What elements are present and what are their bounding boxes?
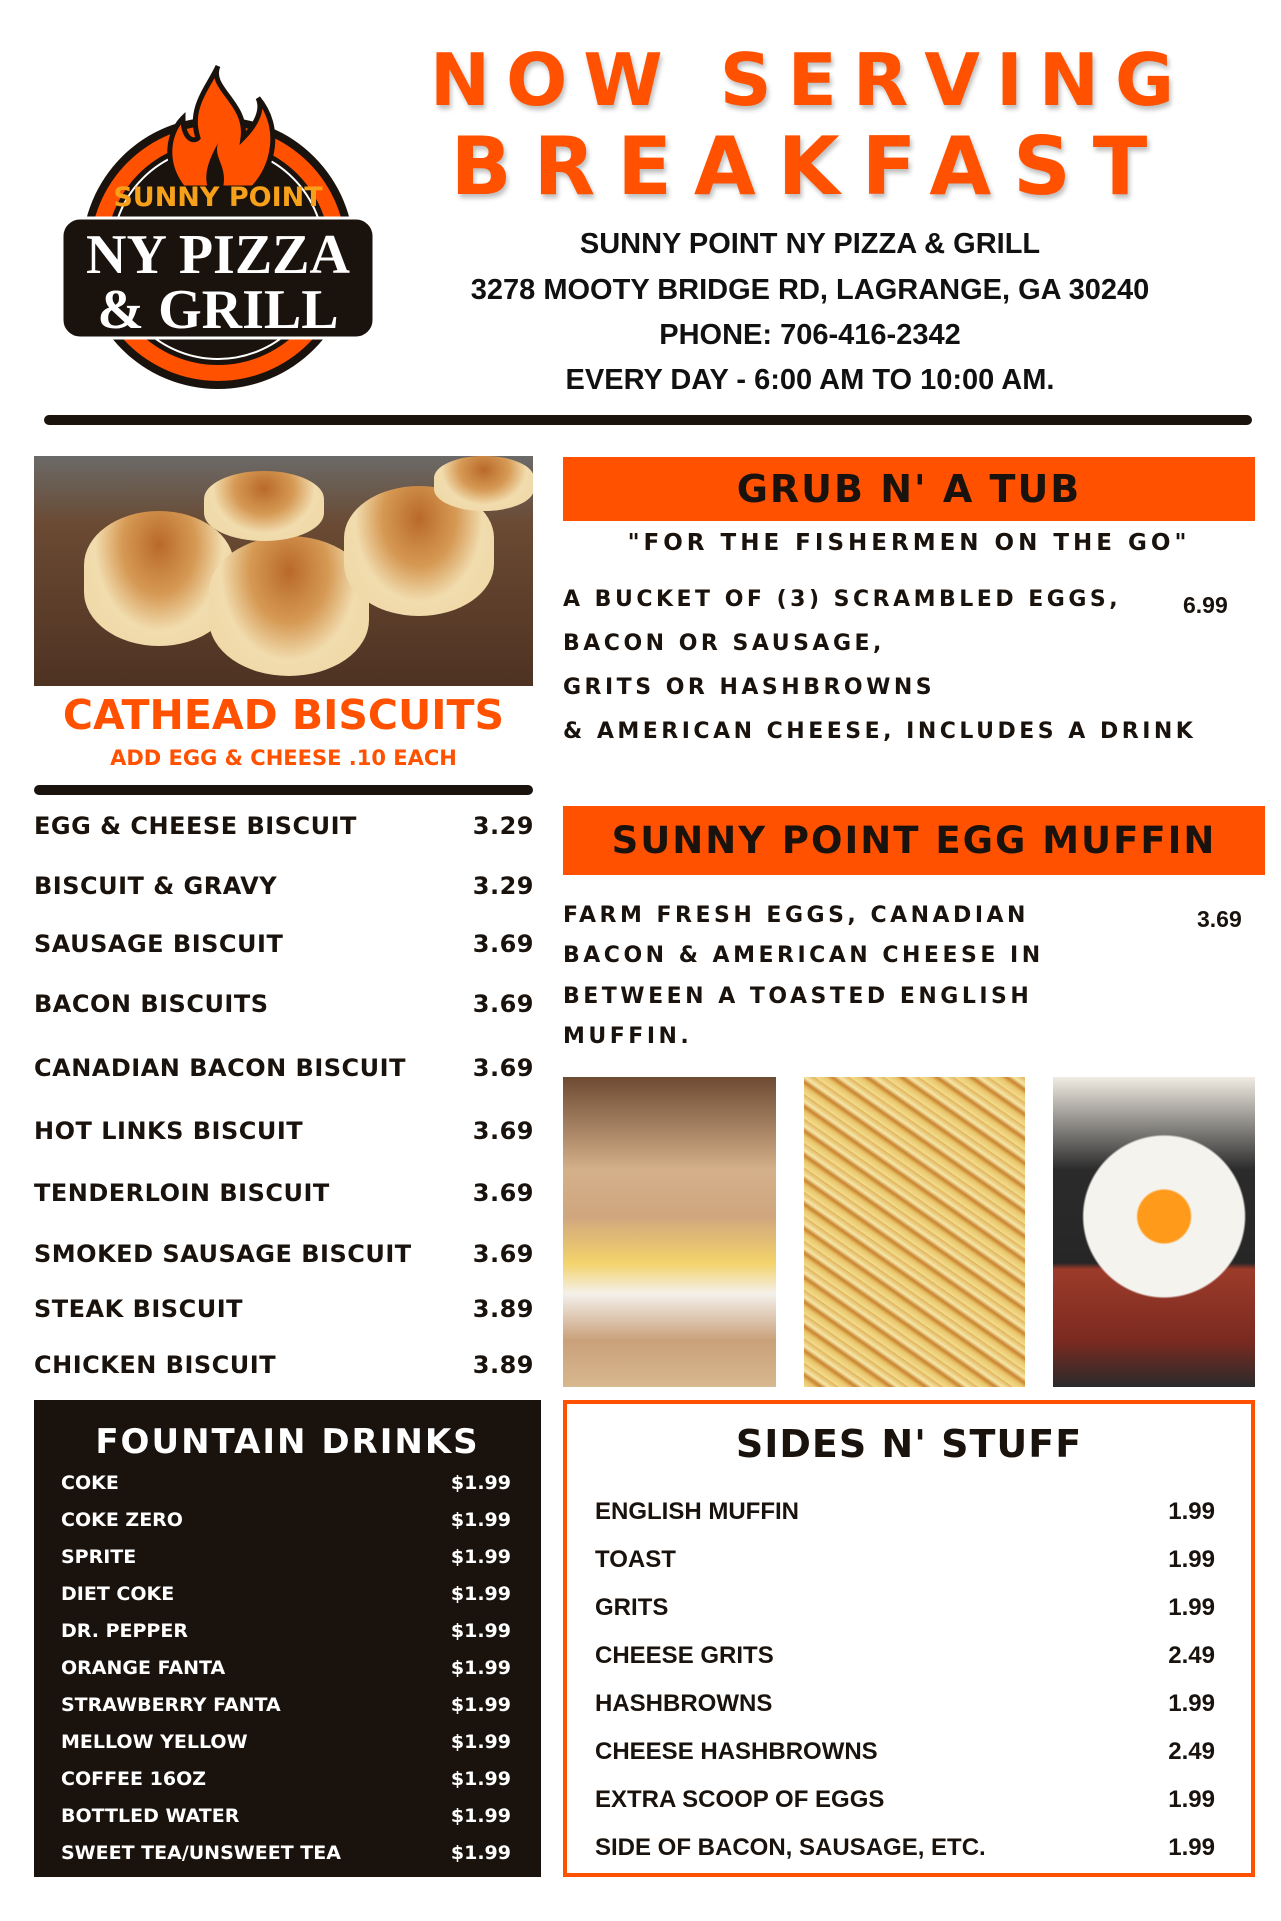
drink-price: $1.99	[450, 1509, 511, 1531]
side-item	[595, 1498, 1215, 1526]
grub-description-line: BACON OR SAUSAGE,	[563, 631, 885, 656]
drink-price: $1.99	[450, 1842, 511, 1864]
drink-price: $1.99	[450, 1657, 511, 1679]
side-name: CHEESE GRITS	[595, 1642, 774, 1669]
fountain-drinks-panel	[34, 1400, 541, 1877]
drink-item	[61, 1805, 511, 1827]
side-item	[595, 1546, 1215, 1574]
menu-item	[34, 812, 534, 840]
restaurant-hours: EVERY DAY - 6:00 AM TO 10:00 AM.	[565, 364, 1055, 396]
header-divider	[44, 415, 1252, 425]
side-item	[595, 1690, 1215, 1718]
grub-section-banner: GRUB N' A TUB	[563, 457, 1255, 521]
drink-price: $1.99	[450, 1731, 511, 1753]
side-price: 2.49	[1168, 1738, 1215, 1765]
side-item	[595, 1834, 1215, 1862]
menu-item	[34, 1179, 534, 1207]
side-name: GRITS	[595, 1594, 669, 1621]
muffin-description-line: BACON & AMERICAN CHEESE IN	[563, 943, 1044, 968]
side-item	[595, 1786, 1215, 1814]
muffin-description-line: BETWEEN A TOASTED ENGLISH	[563, 984, 1033, 1009]
side-item	[595, 1642, 1215, 1670]
restaurant-phone: PHONE: 706-416-2342	[659, 319, 961, 351]
side-name: HASHBROWNS	[595, 1690, 773, 1717]
muffin-description-line: FARM FRESH EGGS, CANADIAN	[563, 903, 1029, 928]
drink-name: SPRITE	[61, 1546, 137, 1568]
drink-item	[61, 1768, 511, 1790]
item-name: SAUSAGE BISCUIT	[34, 930, 284, 958]
drink-name: BOTTLED WATER	[61, 1805, 240, 1827]
side-price: 1.99	[1168, 1834, 1215, 1861]
side-price: 1.99	[1168, 1498, 1215, 1525]
egg-muffin-photo	[563, 1077, 776, 1387]
biscuits-section-subtitle: ADD EGG & CHEESE .10 EACH	[110, 746, 457, 770]
drink-name: DR. PEPPER	[61, 1620, 188, 1642]
muffin-description-line: MUFFIN.	[563, 1024, 693, 1049]
side-price: 1.99	[1168, 1786, 1215, 1813]
item-price: 3.69	[472, 930, 534, 958]
menu-item	[34, 990, 534, 1018]
side-item	[595, 1594, 1215, 1622]
drink-item	[61, 1509, 511, 1531]
restaurant-address: 3278 MOOTY BRIDGE RD, LAGRANGE, GA 30240	[470, 274, 1150, 306]
item-price: 3.69	[472, 1179, 534, 1207]
menu-item	[34, 1054, 534, 1082]
drink-item	[61, 1583, 511, 1605]
drink-item	[61, 1731, 511, 1753]
item-name: BISCUIT & GRAVY	[34, 872, 278, 900]
drink-item	[61, 1694, 511, 1716]
side-item	[595, 1738, 1215, 1766]
headline-now-serving: NOW SERVING	[429, 38, 1191, 122]
item-price: 3.69	[472, 990, 534, 1018]
drink-item	[61, 1657, 511, 1679]
side-name: TOAST	[595, 1546, 676, 1573]
side-price: 1.99	[1168, 1594, 1215, 1621]
biscuits-photo	[34, 456, 533, 686]
drink-name: COFFEE 16OZ	[61, 1768, 206, 1790]
grub-price: 6.99	[1183, 592, 1228, 618]
item-name: HOT LINKS BISCUIT	[34, 1117, 304, 1145]
drink-name: COKE	[61, 1472, 119, 1494]
drink-price: $1.99	[450, 1583, 511, 1605]
biscuits-section-title: CATHEAD BISCUITS	[62, 691, 505, 739]
side-price: 1.99	[1168, 1546, 1215, 1573]
restaurant-logo	[58, 48, 378, 398]
drink-price: $1.99	[450, 1805, 511, 1827]
menu-item	[34, 1240, 534, 1268]
item-name: CANADIAN BACON BISCUIT	[34, 1054, 406, 1082]
drink-price: $1.99	[450, 1768, 511, 1790]
drink-item	[61, 1842, 511, 1864]
headline-breakfast: BREAKFAST	[450, 120, 1170, 213]
item-price: 3.29	[472, 872, 534, 900]
item-name: TENDERLOIN BISCUIT	[34, 1179, 330, 1207]
side-price: 2.49	[1168, 1642, 1215, 1669]
egg-muffin-banner: SUNNY POINT EGG MUFFIN	[563, 806, 1265, 875]
hashbrowns-photo	[804, 1077, 1025, 1387]
item-price: 3.89	[472, 1295, 534, 1323]
grub-description-line: A BUCKET OF (3) SCRAMBLED EGGS,	[563, 587, 1122, 612]
side-name: SIDE OF BACON, SAUSAGE, ETC.	[595, 1834, 986, 1861]
grub-tagline: "FOR THE FISHERMEN ON THE GO"	[627, 530, 1191, 556]
drink-price: $1.99	[450, 1620, 511, 1642]
menu-item	[34, 930, 534, 958]
drink-item	[61, 1472, 511, 1494]
svg-text:& GRILL: & GRILL	[97, 279, 339, 341]
drink-name: SWEET TEA/UNSWEET TEA	[61, 1842, 341, 1864]
drink-price: $1.99	[450, 1472, 511, 1494]
svg-text:SUNNY POINT: SUNNY POINT	[113, 182, 323, 213]
menu-item	[34, 872, 534, 900]
svg-text:NY PIZZA: NY PIZZA	[86, 224, 350, 286]
item-price: 3.69	[472, 1054, 534, 1082]
drink-name: STRAWBERRY FANTA	[61, 1694, 281, 1716]
drink-name: COKE ZERO	[61, 1509, 183, 1531]
menu-item	[34, 1351, 534, 1379]
side-price: 1.99	[1168, 1690, 1215, 1717]
flame-icon	[58, 48, 378, 398]
biscuits-divider	[34, 785, 533, 795]
item-name: STEAK BISCUIT	[34, 1295, 243, 1323]
menu-item	[34, 1295, 534, 1323]
side-name: ENGLISH MUFFIN	[595, 1498, 799, 1525]
sides-section-title: SIDES N' STUFF	[735, 1422, 1083, 1466]
restaurant-name: SUNNY POINT NY PIZZA & GRILL	[579, 228, 1041, 260]
drink-price: $1.99	[450, 1546, 511, 1568]
item-name: EGG & CHEESE BISCUIT	[34, 812, 357, 840]
side-name: CHEESE HASHBROWNS	[595, 1738, 878, 1765]
item-name: BACON BISCUITS	[34, 990, 269, 1018]
item-price: 3.89	[472, 1351, 534, 1379]
drink-name: ORANGE FANTA	[61, 1657, 226, 1679]
drink-item	[61, 1546, 511, 1568]
drink-price: $1.99	[450, 1694, 511, 1716]
item-name: CHICKEN BISCUIT	[34, 1351, 277, 1379]
muffin-price: 3.69	[1197, 906, 1242, 932]
menu-item	[34, 1117, 534, 1145]
item-price: 3.29	[472, 812, 534, 840]
drinks-section-title: FOUNTAIN DRINKS	[95, 1422, 480, 1462]
side-name: EXTRA SCOOP OF EGGS	[595, 1786, 885, 1813]
item-price: 3.69	[472, 1117, 534, 1145]
drink-name: MELLOW YELLOW	[61, 1731, 248, 1753]
egg-and-bacon-photo	[1053, 1077, 1255, 1387]
grub-description-line: GRITS OR HASHBROWNS	[563, 675, 936, 700]
sides-panel	[563, 1400, 1255, 1877]
item-price: 3.69	[472, 1240, 534, 1268]
grub-description-line: & AMERICAN CHEESE, INCLUDES A DRINK	[563, 719, 1197, 744]
item-name: SMOKED SAUSAGE BISCUIT	[34, 1240, 412, 1268]
drink-item	[61, 1620, 511, 1642]
drink-name: DIET COKE	[61, 1583, 175, 1605]
